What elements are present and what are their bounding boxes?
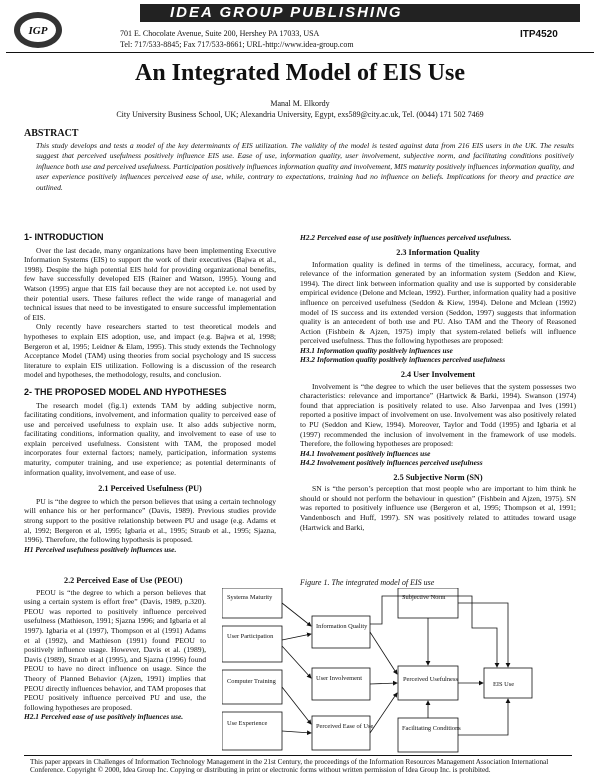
left-column — [24, 233, 276, 554]
box-subjective-norm — [398, 588, 458, 618]
hypothesis-h2-2: H2.2 Perceived ease of use positively influences perceived usefulness. — [300, 233, 512, 242]
publisher-logo — [12, 8, 64, 52]
publisher-name: IDEA GROUP PUBLISHING — [140, 4, 580, 22]
hypothesis-h3-1: H3.1 Information quality positively influences use — [300, 345, 453, 355]
label-perceived-usefulness: Perceived Usefulness — [403, 676, 458, 683]
subsection-heading-pu: 2.1 Perceived Usefulness (PU) — [98, 484, 202, 494]
external-factor-boxes — [222, 588, 282, 750]
intro-paragraph-1: Over the last decade, many organizations have been implementing Executive Information Systems (EIS) to support the work of their executives (Bajwa et al., 1998). Despite the high potential EIS hold for providing organizational benefits, few have successfully developed EIS (Rainer and Watson, 1995). Young and Watson (1995) argue that EIS fail because they are not accepted i.e. not used by their potential users. These failures reflect the wide range of managerial and technical issues that need to be investigated to ensure successful implementation of EIS. — [24, 245, 276, 322]
box-facilitating-conditions — [398, 718, 458, 752]
subsection-heading-sn: 2.5 Subjective Norm (SN) — [393, 472, 483, 482]
label-use-experience: Use Experience — [227, 720, 268, 727]
label-perceived-ease-of-use: Perceived Ease of Use — [316, 723, 374, 730]
hypothesis-h4-2: H4.2 Involvement positively influences perceived usefulness — [300, 457, 483, 467]
box-computer-training — [222, 670, 282, 704]
intro-paragraph-2: Only recently have researchers started to test theoretical models and hypotheses to explain EIS adoption, use, and impact (e.g. Bajwa et al, 1998; Bergeron et al, 1995; Leidner & Elam, 1995). This study extends the Technology Acceptance Model (TAM) using theories from social psychology and IS success literature to explain EIS utilization. Following is a discussion of the research model and hypotheses, the methodology, results, and conclusion. — [24, 322, 276, 380]
figure-caption: Figure 1. The integrated model of EIS use — [300, 578, 435, 587]
box-user-involvement — [312, 668, 370, 700]
paper-title: An Integrated Model of EIS Use — [135, 60, 465, 86]
section-heading-model: 2- THE PROPOSED MODEL AND HYPOTHESES — [24, 386, 227, 397]
box-use-experience — [222, 712, 282, 750]
abstract-text: This study develops and tests a model of the key determinants of EIS utilization. The validity of the model is tested against data from 216 EIS users in the UK. The results suggest that perceived usefulness positively influence EIS use. Ease of use, information quality, user involvement, subjective norm, and facilitating conditions positively influence both use and perceived usefulness. Participation positively influences information quality and involvement, MIS maturity positively influences information quality, and user experience positively influences perceived ease of use, while, contrary to expectations, training had no influence on beliefs. Implications for theory and practice are outlined. — [36, 141, 574, 192]
header-rule — [6, 52, 594, 53]
label-systems-maturity: Systems Maturity — [227, 594, 273, 601]
subsection-heading-peou: 2.2 Perceived Ease of Use (PEOU) — [64, 576, 183, 585]
hypothesis-h2-1: H2.1 Perceived ease of use positively influences use. — [24, 712, 184, 722]
label-information-quality: Information Quality — [316, 623, 368, 630]
author-affiliation: City University Business School, UK; Alexandria University, Egypt, exs589@city.ac.uk, Tel. (0044) 171 502 7469 — [116, 110, 484, 119]
box-systems-maturity — [222, 588, 282, 618]
logo-text: IGP — [28, 25, 48, 37]
peou-paragraph: PEOU is “the degree to which a person believes that using a certain system is effort free” (Davis, 1989, p.320). PEOU was reported to positively influence perceived usefulness (Mathieson, 1991; Sjazna 1996; and Igbaria et al 1997). Igbaria et al (1997), Thompson et al (1991) Adams et al (1992), and Mathieson (1991) found PEOU to positively influence usage. However, Davis et al. (1989), Davis (1989), Straub et al (1995), and Sjazna (1996) found PEOU to have no direct influence on usage. Since the Theory of Planned Behavior (Ajzen, 1991) implies that PEOU directly influences behavior, and TAM proposes that PEOU positively influence perceived PU and use, the following hypotheses are proposed. — [24, 587, 206, 712]
label-subjective-norm: Subjective Norm — [402, 594, 446, 601]
sn-paragraph: SN is “the person’s perception that most people who are important to him think he should or should not perform the behaviour in question” (Fishbein and Ajzen, 1975). SN was reported to positively influence use (Bergeron et al, 1995; Thompson et al, 1991; Vandenbosch and Huff, 1997). SN was positively related to attitudes toward usage (Hartwick and Barki, — [300, 484, 576, 532]
publisher-address: 701 E. Chocolate Avenue, Suite 200, Hershey PA 17033, USA — [120, 29, 320, 38]
box-user-participation — [222, 626, 282, 662]
subsection-heading-ui: 2.4 User Involvement — [400, 369, 476, 379]
footer-rule — [24, 755, 572, 756]
abstract-heading: ABSTRACT — [24, 128, 79, 139]
label-computer-training: Computer Training — [227, 678, 276, 685]
research-model-figure — [222, 588, 588, 755]
hypothesis-h1: H1 Perceived usefulness positively influences use. — [24, 544, 177, 554]
author-name: Manal M. Elkordy — [270, 99, 330, 108]
hypothesis-h4-1: H4.1 Involvement positively influences use — [300, 448, 431, 458]
paper-code: ITP4520 — [520, 29, 558, 40]
box-information-quality — [312, 616, 370, 648]
subsection-heading-iq: 2.3 Information Quality — [396, 248, 480, 257]
copyright-footer: This paper appears in Challenges of Information Technology Management in the 21st Century, the proceedings of the Information Resources Management Association International Conference. Copyright © 2000, Idea Group Inc. Copying or distributing in print or electronic forms without written permission of Idea Group Inc. is prohibited. — [30, 758, 549, 775]
section-heading-introduction: 1- INTRODUCTION — [24, 232, 104, 242]
ui-paragraph: Involvement is “the degree to which the user believes that the system possesses two characteristics: relevance and importance” (Hartwick & Barki, 1994). Swanson (1974) found that appreciation is positively related to use. Also Jarvenpaa and Ives (1991) reported a positive impact of involvement on use. Involvement was also positively related to PU (Seddon and Kiew, 1994). Moreover, Taylor and Todd (1995) and Igbaria et al (1997) recommended the inclusion of involvement in the framework of use models. Therefore, the following hypotheses are proposed: — [300, 381, 576, 449]
hypothesis-h3-2: H3.2 Information quality positively influences perceived usefulness — [300, 354, 506, 364]
pu-paragraph: PU is “the degree to which the person believes that using a certain technology will enhance his or her performance” (Davis, 1989). Previous studies provide strong support to the positive relationship between PU and usage (e.g. Adams et al, 1992; Bergeron et al, 1995; Igbaria et al., 1995; Straub et al., 1995; Sjazna, 1996). Therefore, the following hypothesis is proposed. — [24, 496, 276, 545]
label-eis-use: EIS Use — [493, 681, 515, 688]
iq-paragraph: Information quality is defined in terms of the timeliness, accuracy, format, and relevance of the information generated by an information system (Seddon and Kiew, 1994). The direct link between information quality and use is supported by considerable empirical evidence (Delone and Mclean, 1992). Further, information quality had a positive influence on perceived usefulness (Seddon & Kiew, 1994). Delone and Mclean (1992) model of IS success and its extended version (Seddon, 1997) suggests that information quality is an antecedent of both use and PU. Also TAM and the Theory of Reasoned Action (Fishbein & Ajzen, 1975) imply that system-related beliefs will influence perceived usefulness. Thus the following hypotheses are proposed: — [300, 259, 576, 346]
label-user-involvement: User Involvement — [316, 675, 362, 682]
box-perceived-ease-of-use — [312, 716, 370, 750]
right-column — [300, 233, 576, 532]
label-user-participation: User Participation — [227, 633, 274, 640]
publisher-contact: Tel: 717/533-8845; Fax 717/533-8661; URL-http://www.idea-group.com — [120, 40, 354, 49]
box-perceived-usefulness — [398, 666, 458, 700]
label-facilitating-conditions: Facilitating Conditions — [402, 725, 461, 732]
model-paragraph: The research model (fig.1) extends TAM by adding subjective norm, facilitating conditions, involvement, and information quality to perceived ease of use and perceived usefulness to explain use. It also adds subjective norm, facilitating conditions, information quality, and involvement to ease of use to explain perceived usefulness. Consistent with TAM, the proposed model incorporates four external factors; namely, participation, information systems maturity, computer training, and use experience; as potential determinants of information quality, involvement, and ease of use. — [24, 400, 276, 477]
